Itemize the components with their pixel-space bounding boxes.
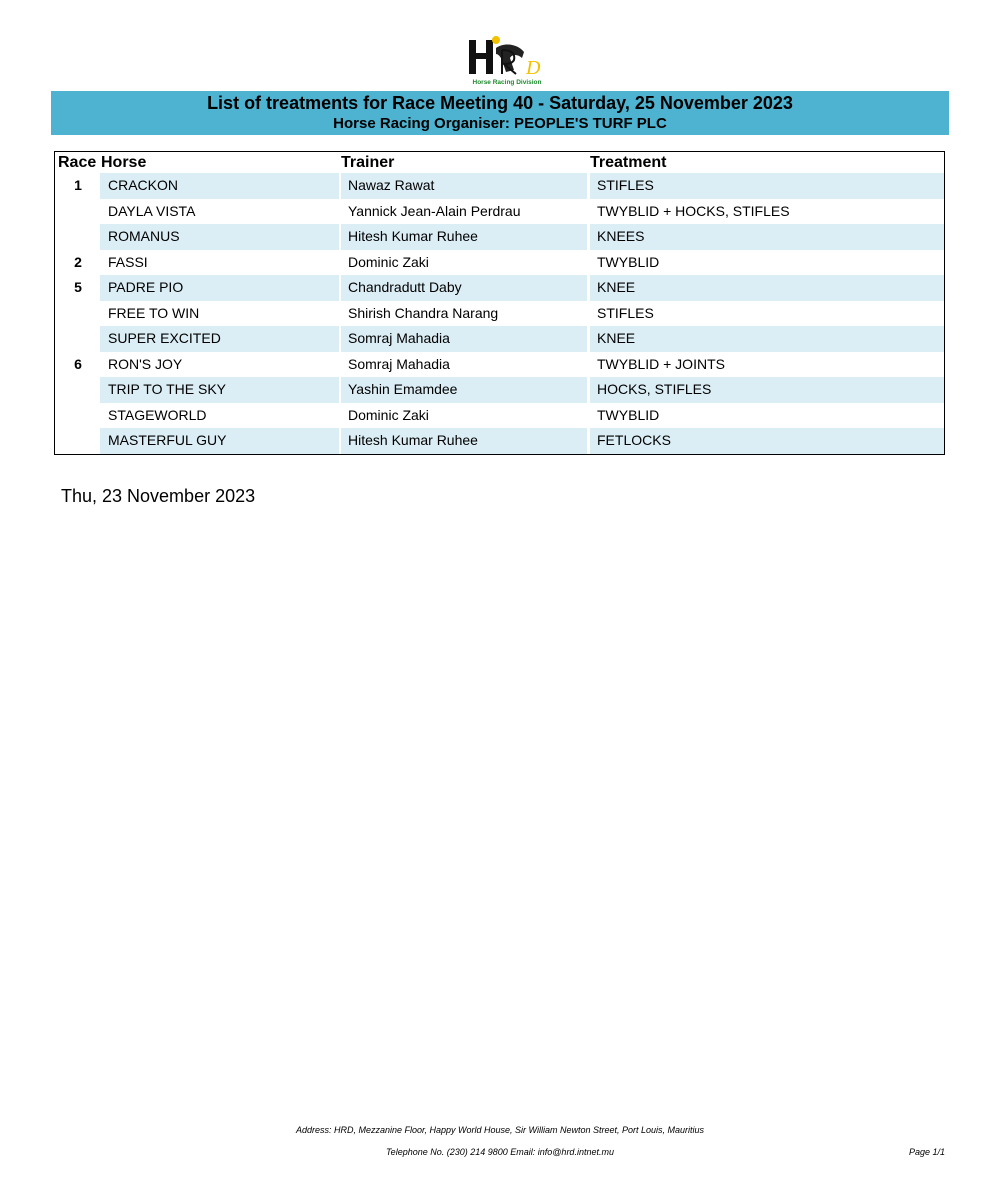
- cell-horse: FREE TO WIN: [108, 304, 200, 321]
- cell-horse: CRACKON: [108, 177, 179, 193]
- table-row: [55, 301, 944, 327]
- table-row: [55, 275, 944, 301]
- cell-trainer: Yannick Jean-Alain Perdrau: [348, 202, 521, 219]
- cell-horse: DAYLA VISTA: [108, 202, 196, 219]
- cell-horse: ROMANUS: [108, 228, 180, 244]
- table-row: [55, 403, 944, 429]
- row-stripe: [590, 326, 944, 352]
- table-row: [55, 199, 944, 225]
- table-row: [55, 173, 944, 199]
- cell-trainer: Hitesh Kumar Ruhee: [348, 228, 478, 244]
- logo-caption: Horse Racing Division: [472, 79, 542, 86]
- cell-horse: STAGEWORLD: [108, 406, 207, 423]
- cell-treatment: TWYBLID: [597, 253, 660, 270]
- cell-trainer: Hitesh Kumar Ruhee: [348, 432, 478, 448]
- table-row: [55, 428, 944, 454]
- page-number: Page 1/1: [909, 1147, 946, 1157]
- footer-contact: Telephone No. (230) 214 9800 Email: info@hrd.intnet.mu: [386, 1147, 614, 1157]
- cell-trainer: Nawaz Rawat: [348, 177, 435, 193]
- document-subtitle: Horse Racing Organiser: PEOPLE'S TURF PLC: [333, 115, 667, 132]
- cell-trainer: Chandradutt Daby: [348, 279, 462, 295]
- svg-text:D: D: [526, 57, 541, 79]
- cell-trainer: Shirish Chandra Narang: [348, 304, 499, 321]
- cell-treatment: TWYBLID: [597, 406, 660, 423]
- table-header: [55, 152, 944, 173]
- cell-race: 6: [74, 355, 82, 372]
- table-row: [55, 326, 944, 352]
- cell-horse: FASSI: [108, 253, 148, 270]
- cell-treatment: FETLOCKS: [597, 432, 671, 448]
- cell-treatment: STIFLES: [597, 177, 654, 193]
- cell-treatment: TWYBLID + JOINTS: [597, 355, 725, 372]
- cell-treatment: STIFLES: [597, 304, 654, 321]
- cell-horse: TRIP TO THE SKY: [108, 381, 227, 397]
- cell-treatment: KNEES: [597, 228, 645, 244]
- printed-date: Thu, 23 November 2023: [61, 486, 256, 506]
- cell-horse: MASTERFUL GUY: [108, 432, 227, 448]
- column-header-trainer: Trainer: [341, 154, 395, 171]
- cell-horse: RON'S JOY: [108, 355, 183, 372]
- cell-trainer: Yashin Emamdee: [348, 381, 458, 397]
- cell-race: 5: [74, 279, 82, 295]
- cell-treatment: TWYBLID + HOCKS, STIFLES: [597, 202, 790, 219]
- cell-horse: PADRE PIO: [108, 279, 184, 295]
- cell-trainer: Dominic Zaki: [348, 406, 429, 423]
- cell-trainer: Somraj Mahadia: [348, 355, 450, 372]
- cell-race: 1: [74, 177, 82, 193]
- cell-race: 2: [74, 253, 82, 270]
- cell-horse: SUPER EXCITED: [108, 330, 221, 346]
- cell-treatment: KNEE: [597, 279, 636, 295]
- treatments-table: [54, 151, 945, 455]
- header-banner: [51, 91, 949, 135]
- cell-trainer: Dominic Zaki: [348, 253, 429, 270]
- cell-treatment: KNEE: [597, 330, 636, 346]
- document-title: List of treatments for Race Meeting 40 - Saturday, 25 November 2023: [207, 93, 793, 113]
- table-row: [55, 224, 944, 250]
- table-row: [55, 250, 944, 276]
- table-body: [55, 173, 944, 454]
- table-row: [55, 377, 944, 403]
- cell-treatment: HOCKS, STIFLES: [597, 381, 712, 397]
- column-header-horse: Horse: [101, 154, 147, 171]
- row-stripe: [590, 275, 944, 301]
- table-row: [55, 352, 944, 378]
- cell-trainer: Somraj Mahadia: [348, 330, 450, 346]
- footer-address: Address: HRD, Mezzanine Floor, Happy World House, Sir William Newton Street, Port Louis, Mauritius: [295, 1125, 705, 1135]
- column-header-treatment: Treatment: [590, 154, 667, 171]
- column-header-race: Race: [58, 154, 97, 171]
